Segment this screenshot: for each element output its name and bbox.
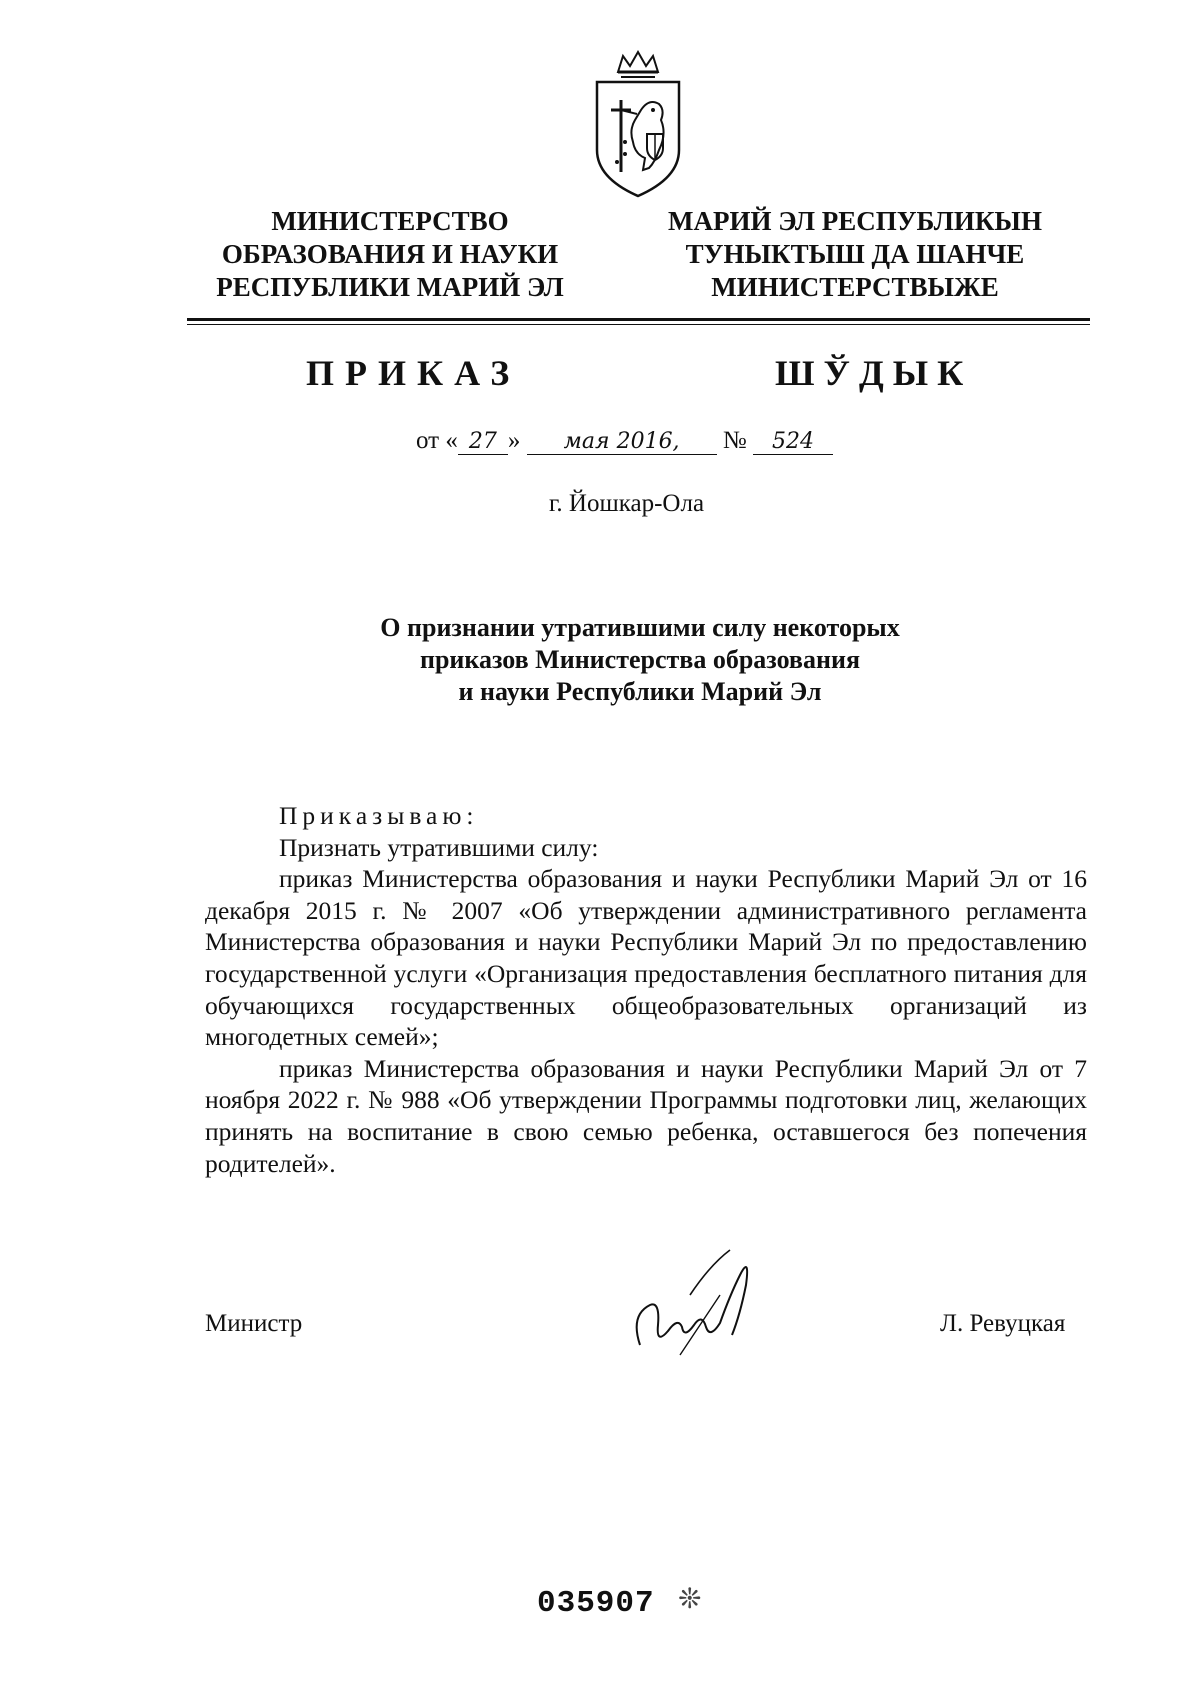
header-divider-thin xyxy=(187,324,1090,325)
date-mid: » xyxy=(507,427,521,454)
ministry-name-mari-line: МИНИСТЕРСТВЫЖЕ xyxy=(711,272,999,302)
document-title-line: О признании утратившими силу некоторых xyxy=(380,613,900,642)
document-body xyxy=(205,800,1087,1179)
form-serial-number: 035907 xyxy=(537,1586,655,1621)
body-item: приказ Министерства образования и науки Республики Марий Эл от 7 ноября 2022 г. № 988 «Об утверждении Программы подготовки лиц, желающих принять на воспитание в свою семью ребенка, оставшегося без попечения родителей». xyxy=(205,1053,1087,1178)
asterisk-mark-icon: ❊ xyxy=(678,1584,702,1615)
signer-name: Л. Ревуцкая xyxy=(940,1310,1066,1337)
body-lead: Признать утратившими силу: xyxy=(279,832,599,862)
doc-number: 524 xyxy=(753,429,833,455)
body-item: приказ Министерства образования и науки Республики Марий Эл от 16 декабря 2015 г. № 2007 «Об утверждении административного регламента Министерства образования и науки Республики Марий Эл по предоставлению государственной услуги «Организация предоставления бесплатного питания для обучающихся государственных общеобразовательных организаций из многодетных семей»; xyxy=(205,864,1087,1052)
ministry-name-ru xyxy=(190,205,590,304)
doc-type-ru: ПРИКАЗ xyxy=(306,353,521,393)
handwritten-signature-icon xyxy=(620,1235,810,1365)
document-title xyxy=(260,612,1020,708)
document-title-line: приказов Министерства образования xyxy=(419,645,861,674)
ministry-name-ru-line: РЕСПУБЛИКИ МАРИЙ ЭЛ xyxy=(216,272,564,302)
ministry-name-mari xyxy=(640,205,1070,304)
doc-type-mari: ШЎДЫК xyxy=(775,353,973,393)
number-label: № xyxy=(722,427,747,454)
order-word: Приказываю: xyxy=(279,801,479,830)
city: г. Йошкар-Ола xyxy=(549,490,705,517)
date-line xyxy=(416,427,833,455)
date-day: 27 xyxy=(458,429,508,455)
signer-title: Министр xyxy=(205,1310,303,1337)
date-month-year: мая 2016, xyxy=(527,429,717,455)
ministry-name-ru-line: ОБРАЗОВАНИЯ И НАУКИ xyxy=(221,239,559,269)
coat-of-arms-icon xyxy=(583,50,693,200)
ministry-name-mari-line: ТУНЫКТЫШ ДА ШАНЧЕ xyxy=(685,239,1025,269)
header-divider xyxy=(187,318,1090,321)
date-prefix: от « xyxy=(416,427,458,454)
ministry-name-ru-line: МИНИСТЕРСТВО xyxy=(271,206,509,236)
document-title-line: и науки Республики Марий Эл xyxy=(458,677,822,706)
ministry-name-mari-line: МАРИЙ ЭЛ РЕСПУБЛИКЫН xyxy=(668,206,1042,236)
